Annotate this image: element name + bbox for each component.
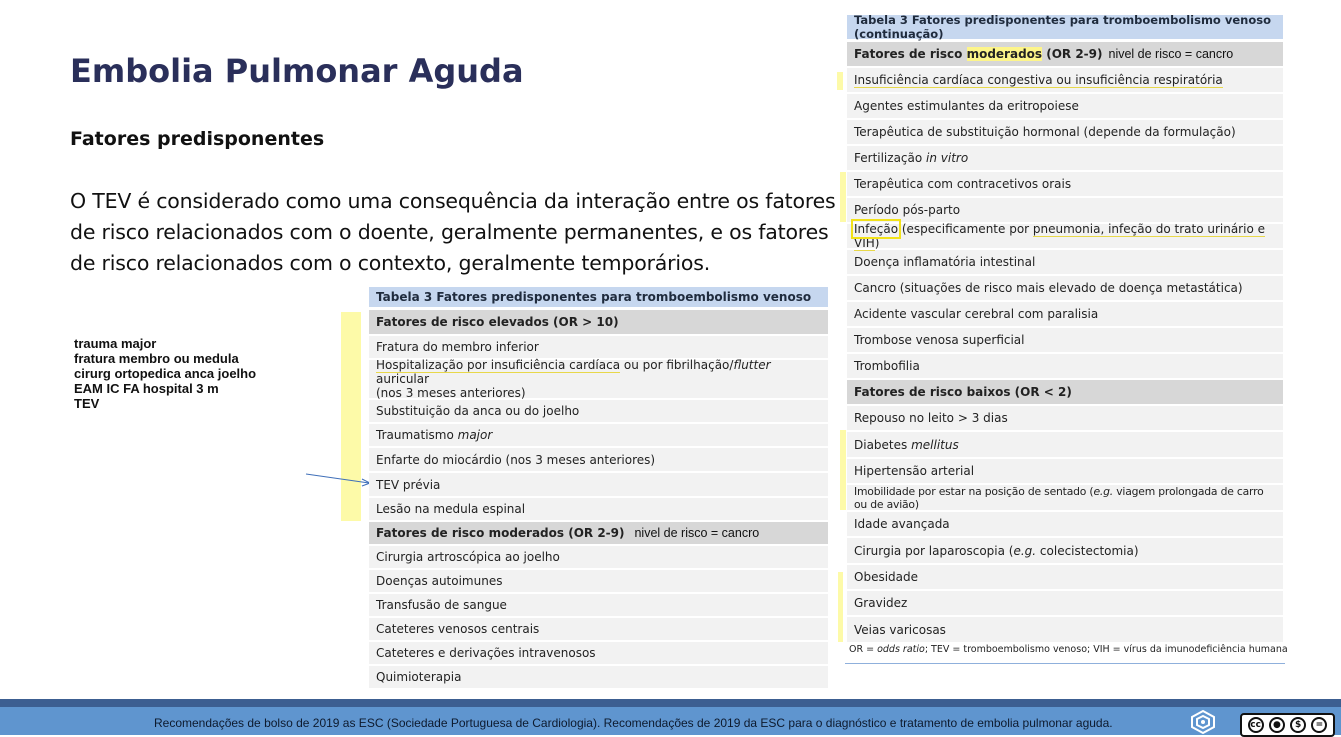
table-row: Quimioterapia xyxy=(369,664,828,688)
section-moderate-risk xyxy=(847,42,1283,66)
legend-text: OR = odds ratio; TEV = tromboembolismo venoso; VIH = vírus da imunodeficiência humana xyxy=(849,644,1288,655)
arrow-annotation xyxy=(305,472,375,488)
page-title: Embolia Pulmonar Aguda xyxy=(70,52,524,90)
table-row: Terapêutica com contracetivos orais xyxy=(847,170,1283,196)
table-row: Trombose venosa superficial xyxy=(847,326,1283,352)
table-row xyxy=(847,222,1283,248)
risk-factors-table-right xyxy=(847,15,1283,642)
table-row: Repouso no leito > 3 dias xyxy=(847,404,1283,430)
note-line: cirurg ortopedica anca joelho xyxy=(74,366,257,381)
society-logo-icon xyxy=(1186,709,1220,735)
table-row xyxy=(369,358,828,398)
divider xyxy=(845,663,1285,664)
table-legend xyxy=(849,644,1288,655)
note-line: trauma major xyxy=(74,336,157,351)
section-subtitle: Fatores predisponentes xyxy=(70,128,325,150)
highlight-mark xyxy=(840,172,846,222)
table-row: Cateteres e derivações intravenosos xyxy=(369,640,828,664)
table-row: Idade avançada xyxy=(847,510,1283,536)
handwritten-notes xyxy=(74,336,256,411)
table-row: Terapêutica de substituição hormonal (depende da formulação) xyxy=(847,118,1283,144)
nd-icon: = xyxy=(1311,717,1327,733)
section-low-risk: Fatores de risco baixos (OR < 2) xyxy=(847,380,1283,404)
table-row xyxy=(847,536,1283,563)
table-row: Obesidade xyxy=(847,563,1283,589)
table-row: Enfarte do miocárdio (nos 3 meses anteriores) xyxy=(369,446,828,471)
table-row: Cirurgia artroscópica ao joelho xyxy=(369,544,828,568)
table-row: Hipertensão arterial xyxy=(847,457,1283,483)
row-text: Infeção (especificamente por pneumonia, infeção do trato urinário e VIH) xyxy=(854,222,1265,250)
highlight-mark xyxy=(838,572,843,642)
footer-citation: Recomendações de bolso de 2019 as ESC (Sociedade Portuguesa de Cardiologia). Recomendações de 2019 da ESC para o diagnóstico e tratamento de embolia pulmonar aguda. xyxy=(154,716,1113,730)
table-row: Lesão na medula espinal xyxy=(369,496,828,520)
table-row xyxy=(847,144,1283,170)
handwritten-note: nivel de risco = cancro xyxy=(634,526,760,540)
table-row: Doença inflamatória intestinal xyxy=(847,248,1283,274)
creative-commons-badge xyxy=(1240,713,1335,737)
table-row: Doenças autoimunes xyxy=(369,568,828,592)
table-row: Acidente vascular cerebral com paralisia xyxy=(847,300,1283,326)
row-text: Imobilidade por estar na posição de sentado (e.g. viagem prolongada de carro ou de avião) xyxy=(854,484,1264,511)
highlight-mark xyxy=(341,312,361,521)
cc-icon: cc xyxy=(1248,717,1264,733)
row-text: Hospitalização por insuficiência cardíaca ou por fibrilhação/flutter auricular (nos 3 meses anteriores) xyxy=(376,358,771,400)
by-icon: ● xyxy=(1269,717,1285,733)
table-row: Fratura do membro inferior xyxy=(369,334,828,358)
table-row xyxy=(369,422,828,446)
table-row: Agentes estimulantes da eritropoiese xyxy=(847,92,1283,118)
table-row: Período pós-parto xyxy=(847,196,1283,222)
row-text: Cirurgia por laparoscopia (e.g. colecistectomia) xyxy=(854,543,1139,558)
nc-icon: $ xyxy=(1290,717,1306,733)
row-text: Fertilização in vitro xyxy=(854,151,969,165)
table-row: Trombofilia xyxy=(847,352,1283,378)
note-line: EAM IC FA hospital 3 m xyxy=(74,381,219,396)
table-row: Substituição da anca ou do joelho xyxy=(369,398,828,422)
row-text: Diabetes mellitus xyxy=(854,437,959,452)
section-label: Fatores de risco moderados (OR 2-9) xyxy=(854,47,1103,61)
footer-stripe xyxy=(0,699,1341,707)
table-row: Cateteres venosos centrais xyxy=(369,616,828,640)
table-row: Cancro (situações de risco mais elevado de doença metastática) xyxy=(847,274,1283,300)
table-row xyxy=(847,483,1283,510)
table-row xyxy=(847,430,1283,457)
footer xyxy=(0,707,1341,735)
section-moderate-risk xyxy=(369,522,828,544)
row-text: Traumatismo major xyxy=(376,428,493,442)
table-row: TEV prévia xyxy=(369,471,828,496)
section-label: Fatores de risco moderados (OR 2-9) xyxy=(376,526,625,540)
table-row: Gravidez xyxy=(847,589,1283,615)
intro-paragraph: O TEV é considerado como uma consequência da interação entre os fatores de risco relacionados com o doente, geralmente permanentes, e os fatores de risco relacionados com o contexto, geralmente temporários. xyxy=(70,189,836,275)
highlight-mark xyxy=(840,430,846,510)
section-high-risk: Fatores de risco elevados (OR > 10) xyxy=(369,310,828,334)
table-row: Veias varicosas xyxy=(847,615,1283,642)
row-text: Insuficiência cardíaca congestiva ou insuficiência respiratória xyxy=(854,72,1223,87)
table-caption: Tabela 3 Fatores predisponentes para tromboembolismo venoso (continuação) xyxy=(847,15,1283,39)
note-line: fratura membro ou medula xyxy=(74,351,239,366)
handwritten-note: nivel de risco = cancro xyxy=(1108,47,1234,61)
table-row: Transfusão de sangue xyxy=(369,592,828,616)
highlight-mark xyxy=(837,72,843,90)
risk-factors-table-left xyxy=(369,287,828,688)
table-caption: Tabela 3 Fatores predisponentes para tromboembolismo venoso xyxy=(369,287,828,307)
table-row xyxy=(847,66,1283,92)
note-line: TEV xyxy=(74,396,100,411)
